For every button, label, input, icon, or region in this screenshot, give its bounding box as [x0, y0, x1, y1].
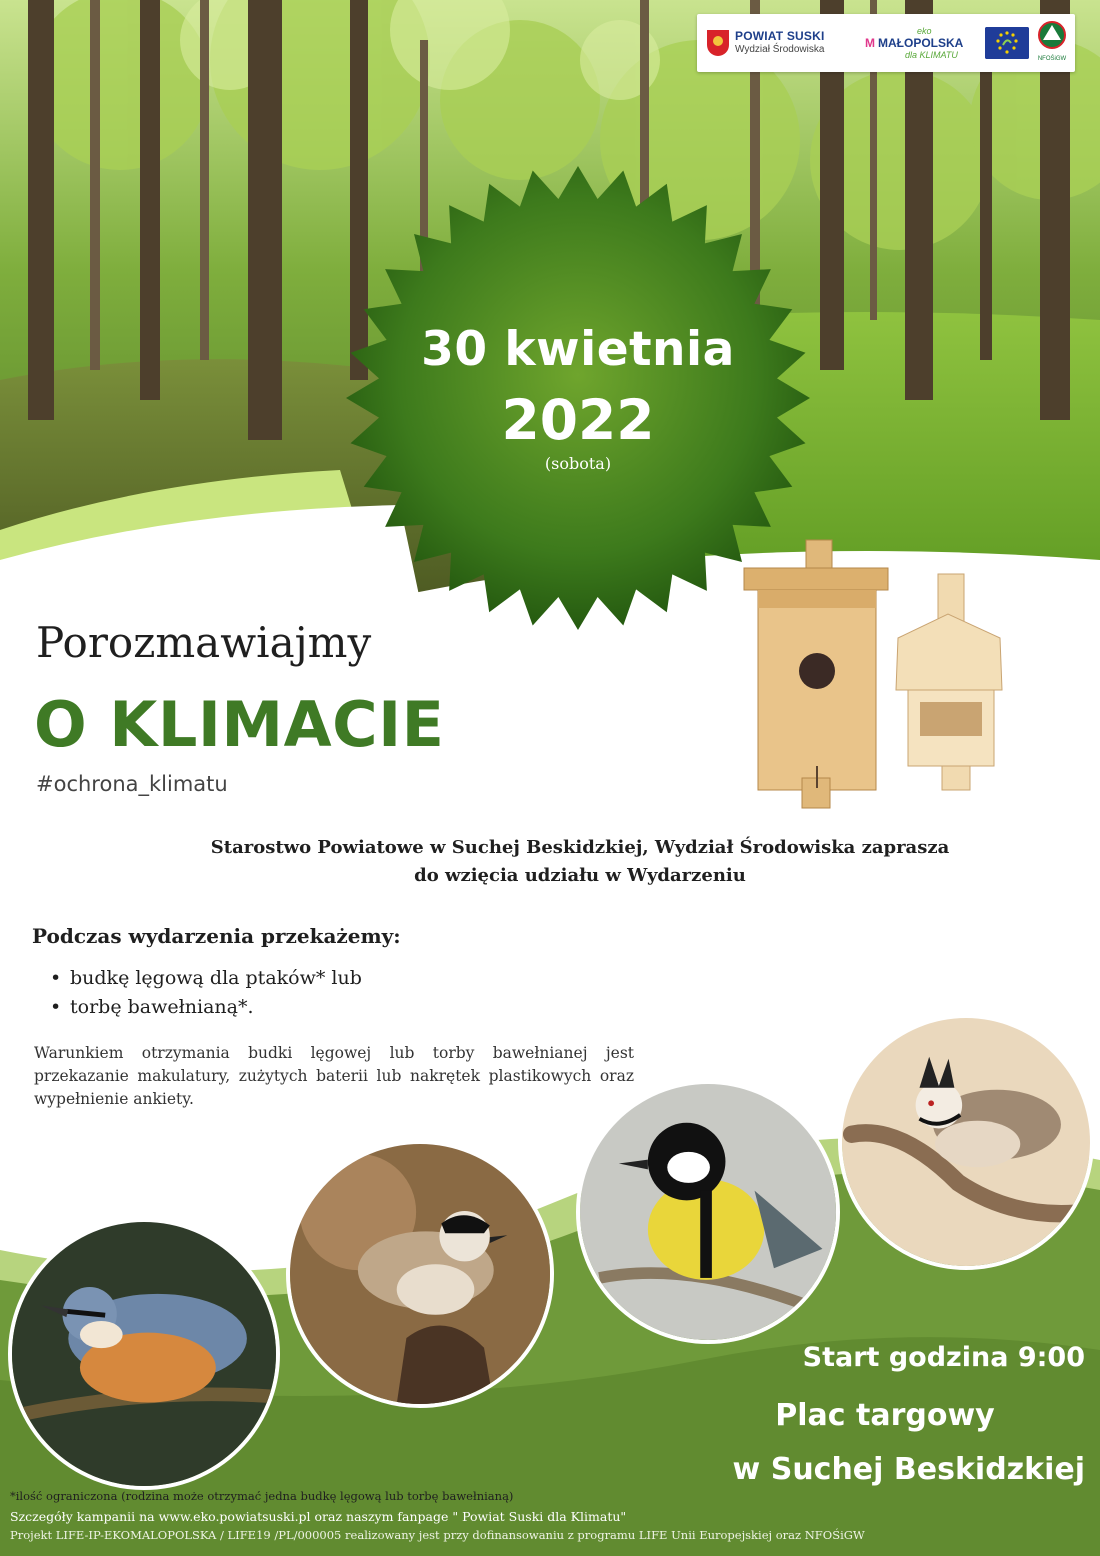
event-place-line-1: Plac targowy: [775, 1398, 995, 1433]
great-tit-photo: [576, 1080, 840, 1344]
list-item: • budkę lęgową dla ptaków* lub: [48, 964, 362, 993]
powiat-suski-logo: [707, 14, 825, 72]
footnote-project: Projekt LIFE-IP-EKOMALOPOLSKA / LIFE19 /PL/000005 realizowany jest przy dofinansowaniu z programu LIFE Unii Europejskiej oraz NFOŚiGW: [10, 1528, 865, 1542]
footnote-limited: *ilość ograniczona (rodzina może otrzymać jedna budkę lęgową lub torbę bawełnianą): [10, 1489, 514, 1503]
dla-klimatu-label: dla KLIMATU: [905, 50, 958, 60]
nfos-label: NFOŚiGW: [1037, 56, 1067, 62]
list-item: • torbę bawełnianą*.: [48, 993, 362, 1022]
eko-malopolska-logo: eko M MAŁOPOLSKA dla KLIMATU: [865, 26, 964, 60]
title-main: O KLIMACIE: [34, 688, 445, 761]
nfosigw-logo-icon: [1037, 20, 1067, 66]
crested-tit-photo: [838, 1014, 1094, 1270]
eu-life-flag-icon: [985, 27, 1029, 59]
footnote-details: Szczegóły kampanii na www.eko.powiatsuski.pl oraz naszym fanpage " Powiat Suski dla Klimatu": [10, 1509, 627, 1524]
marsh-tit-photo: [286, 1140, 554, 1408]
birdhouses-image: [738, 538, 1008, 818]
powiat-name: POWIAT SUSKI: [735, 29, 825, 43]
event-place-line-2: w Suchej Beskidzkiej: [732, 1452, 1085, 1487]
event-date-year: 2022: [501, 388, 655, 452]
start-time: Start godzina 9:00: [802, 1342, 1085, 1373]
giveaway-heading: Podczas wydarzenia przekażemy:: [32, 924, 401, 948]
invitation-line-2: do wzięcia udziału w Wydarzeniu: [414, 865, 746, 886]
condition-paragraph: Warunkiem otrzymania budki lęgowej lub torby bawełnianej jest przekazanie makulatury, zużytych baterii lub nakrętek plastikowych oraz wypełnienie ankiety.: [34, 1044, 634, 1108]
malopolska-label: MAŁOPOLSKA: [878, 36, 964, 50]
partner-logos-bar: [697, 14, 1075, 72]
powiat-department: Wydział Środowiska: [735, 44, 825, 55]
eko-label: eko: [917, 26, 932, 36]
invitation-text: [130, 834, 1030, 890]
coat-of-arms-icon: [707, 30, 729, 56]
event-date-day-month: 30 kwietnia: [421, 322, 735, 377]
event-weekday: (sobota): [544, 454, 612, 473]
invitation-line-1: Starostwo Powiatowe w Suchej Beskidzkiej, Wydział Środowiska zaprasza: [210, 837, 950, 858]
nuthatch-photo: [8, 1218, 280, 1490]
giveaway-list: [48, 964, 362, 1022]
hashtag: #ochrona_klimatu: [36, 772, 228, 796]
title-lead: Porozmawiajmy: [36, 618, 372, 667]
